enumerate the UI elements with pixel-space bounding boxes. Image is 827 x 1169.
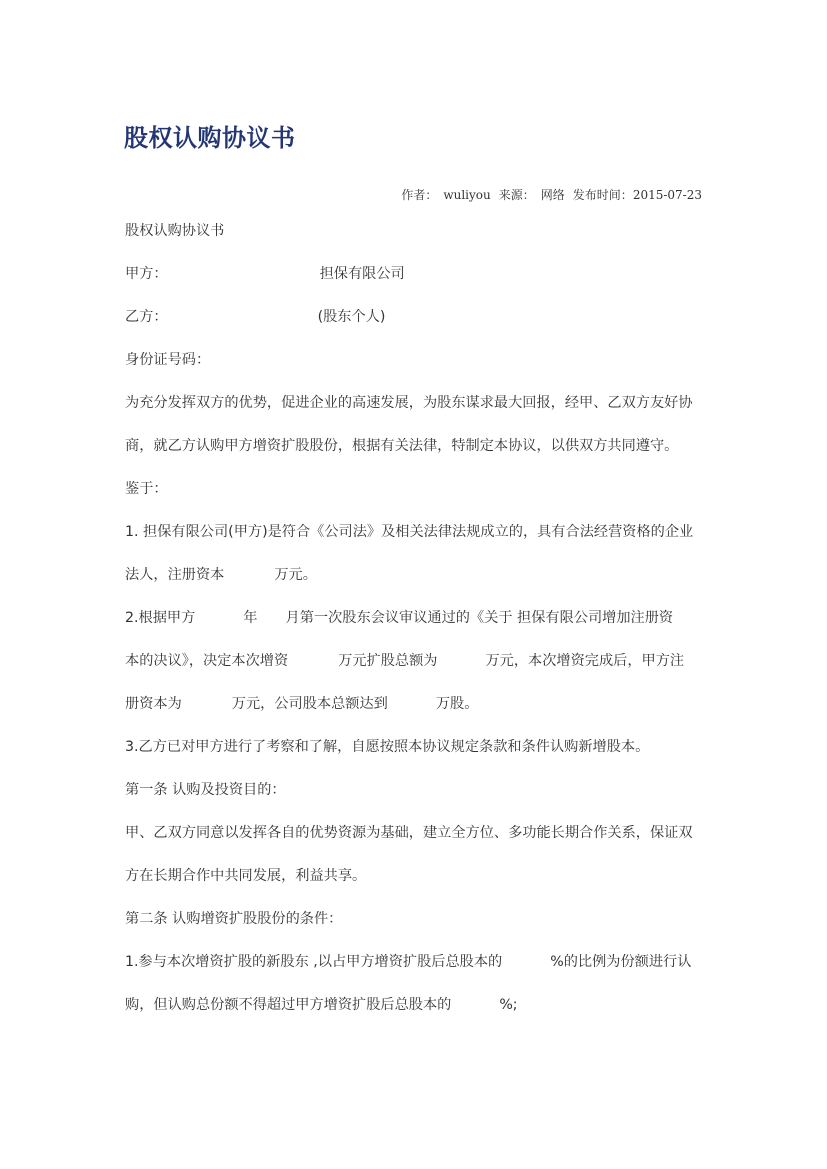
text-line [125, 640, 710, 683]
text-line [125, 941, 710, 984]
paragraph-text: 1. 担保有限公司(甲方)是符合《公司法》及相关法律法规成立的，具有合法经营资格的企业 [125, 524, 694, 540]
paragraph-text: 1.参与本次增资扩股的新股东 ,以占甲方增资扩股后总股本的 [125, 954, 503, 970]
document-title: 股权认购协议书 [124, 124, 296, 152]
time-value: 2015-07-23 [632, 188, 702, 202]
document-body [125, 210, 710, 1027]
paragraph-text: 法人，注册资本 [125, 567, 225, 583]
time-label: 发布时间： [572, 188, 633, 202]
body-title: 股权认购协议书 [125, 223, 225, 239]
text-line [125, 296, 710, 339]
text-line [125, 210, 710, 253]
paragraph-text: %; [499, 997, 518, 1013]
paragraph-text: 万股。 [435, 696, 479, 712]
text-line [125, 339, 710, 382]
author-label: 作者： [401, 188, 438, 202]
text-line [125, 726, 710, 769]
text-line [125, 253, 710, 296]
party-a-label: 甲方： [125, 266, 168, 282]
party-a-name: 担保有限公司 [319, 266, 405, 282]
author-value: wuliyou [443, 188, 491, 202]
text-line [125, 683, 710, 726]
paragraph-text: 购，但认购总份额不得超过甲方增资扩股后总股本的 [125, 997, 452, 1013]
paragraph-text: 商，就乙方认购甲方增资扩股股份，根据有关法律，特制定本协议，以供双方共同遵守。 [125, 438, 679, 454]
paragraph-text: 册资本为 [125, 696, 182, 712]
text-line [125, 769, 710, 812]
paragraph-text: 月第一次股东会议审议通过的《关于 担保有限公司增加注册资 [285, 610, 674, 626]
paragraph-text: 为充分发挥双方的优势，促进企业的高速发展，为股东谋求最大回报，经甲、乙双方友好协 [125, 395, 693, 411]
source-label: 来源： [498, 188, 535, 202]
paragraph-text: 2.根据甲方 [125, 610, 196, 626]
text-line [125, 382, 710, 425]
article-heading: 第一条 认购及投资目的： [125, 782, 286, 798]
paragraph-text: 万元扩股总额为 [338, 653, 438, 669]
paragraph-text: 3.乙方已对甲方进行了考察和了解，自愿按照本协议规定条款和条件认购新增股本。 [125, 739, 650, 755]
paragraph-text: 万元。 [274, 567, 317, 583]
text-line [125, 554, 710, 597]
paragraph-text: %的比例为份额进行认 [550, 954, 692, 970]
paragraph-text: 年 [243, 610, 258, 626]
party-b-label: 乙方： [125, 309, 168, 325]
article-meta [401, 186, 702, 203]
section-heading: 鉴于： [125, 481, 168, 497]
paragraph-text: 万元，公司股本总额达到 [231, 696, 388, 712]
paragraph-text: 万元，本次增资完成后，甲方注 [485, 653, 685, 669]
article-heading: 第二条 认购增资扩股股份的条件： [125, 911, 343, 927]
text-line [125, 812, 710, 855]
text-line [125, 511, 710, 554]
paragraph-text: 本的决议》，决定本次增资 [125, 653, 289, 669]
paragraph-text: 甲、乙双方同意以发挥各自的优势资源为基础，建立全方位、多功能长期合作关系，保证双 [125, 825, 693, 841]
text-line [125, 855, 710, 898]
source-value: 网络 [540, 188, 565, 202]
text-line [125, 597, 710, 640]
text-line [125, 898, 710, 941]
id-number-label: 身份证号码： [125, 352, 211, 368]
text-line [125, 984, 710, 1027]
text-line [125, 425, 710, 468]
paragraph-text: 方在长期合作中共同发展，利益共享。 [125, 868, 367, 884]
party-b-name: (股东个人) [317, 309, 386, 325]
text-line [125, 468, 710, 511]
